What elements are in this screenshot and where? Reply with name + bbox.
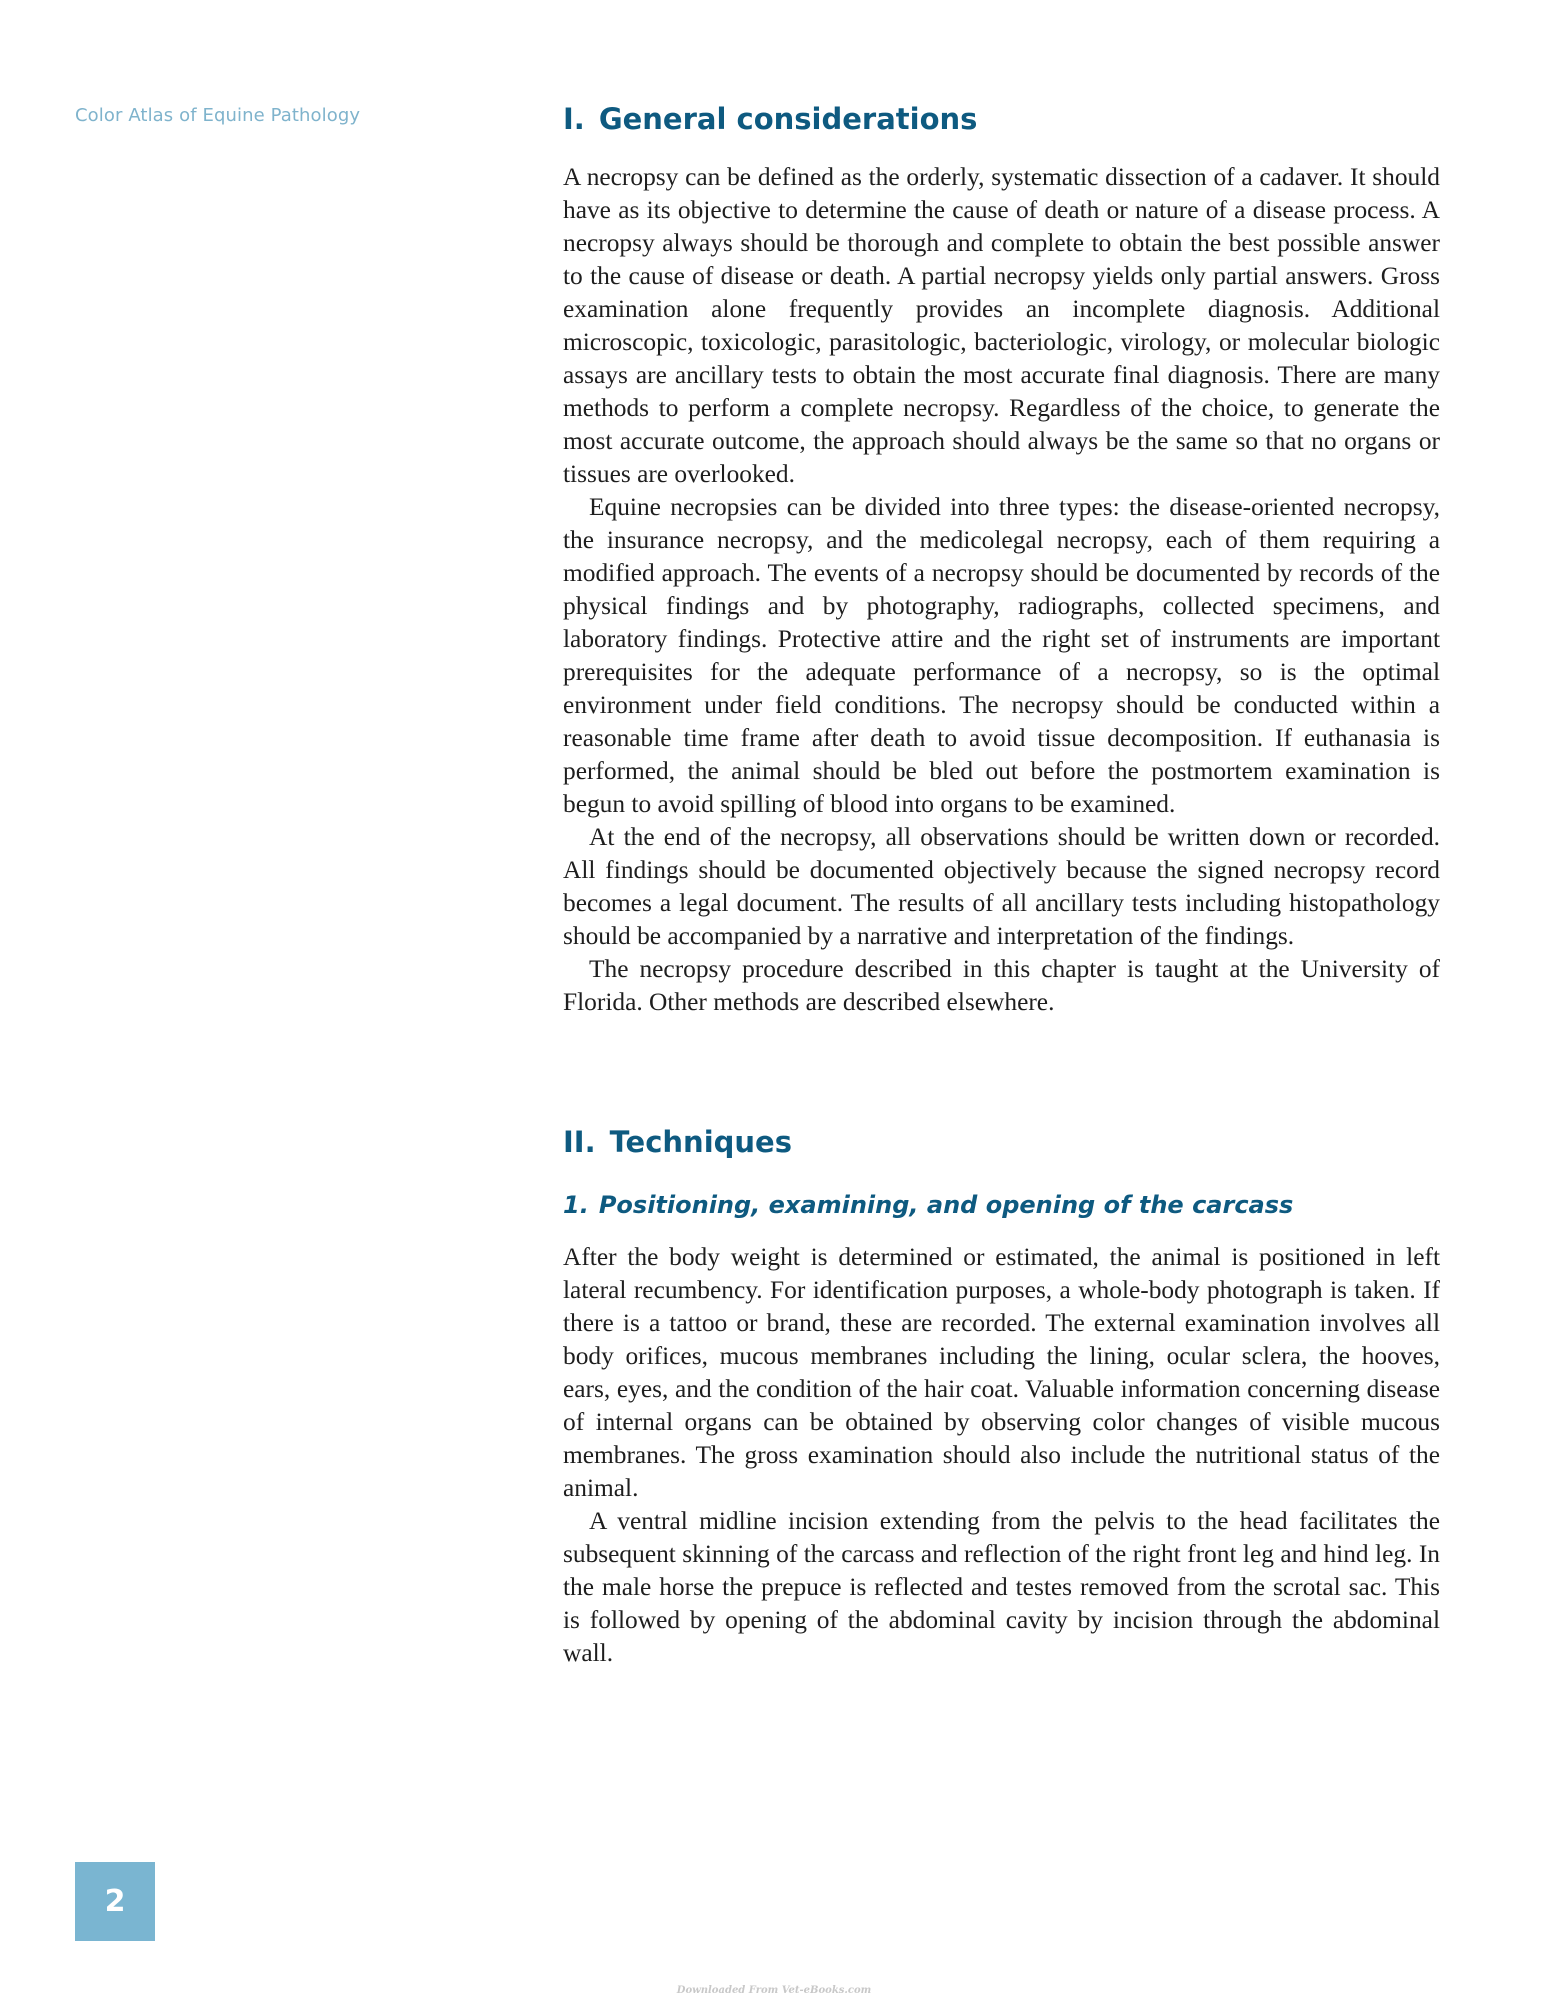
subsection-heading-positioning	[563, 1191, 1440, 1220]
section-number: I.	[563, 102, 585, 136]
subsection-title: Positioning, examining, and opening of the carcass	[598, 1190, 1294, 1219]
page-number: 2	[104, 1884, 126, 1919]
footer-watermark: Downloaded From Vet-eBooks.com	[676, 1985, 872, 1996]
body-paragraph: At the end of the necropsy, all observations should be written down or recorded. All findings should be documented objectively because the signed necropsy record becomes a legal document. The results of all ancillary tests including histopathology should be accompanied by a narrative and interpretation of the findings.	[563, 822, 1440, 950]
body-paragraph: After the body weight is determined or estimated, the animal is positioned in left lateral recumbency. For identification purposes, a whole-body photograph is taken. If there is a tattoo or brand, these are recorded. The external examination involves all body orifices, mucous membranes including the lining, ocular sclera, the hooves, ears, eyes, and the condition of the hair coat. Valuable information concerning disease of internal organs can be obtained by observing color changes of visible mucous membranes. The gross examination should also include the nutritional status of the animal.	[563, 1243, 1440, 1503]
section-title: General considerations	[598, 102, 978, 136]
main-content	[563, 102, 1440, 1670]
body-paragraph: The necropsy procedure described in this chapter is taught at the University of Florida. Other methods are described elsewhere.	[563, 954, 1440, 1016]
running-header: Color Atlas of Equine Pathology	[75, 105, 361, 126]
body-paragraph: A ventral midline incision extending from the pelvis to the head facilitates the subsequent skinning of the carcass and reflection of the right front leg and hind leg. In the male horse the prepuce is reflected and testes removed from the scrotal sac. This is followed by opening of the abdominal cavity by incision through the abdominal wall.	[563, 1507, 1440, 1668]
section-heading-techniques	[563, 1125, 1440, 1160]
page-number-box	[75, 1862, 155, 1941]
body-paragraph: A necropsy can be defined as the orderly, systematic dissection of a cadaver. It should have as its objective to determine the cause of death or nature of a disease process. A necropsy always should be thorough and complete to obtain the best possible answer to the cause of disease or death. A partial necropsy yields only partial answers. Gross examination alone frequently provides an incomplete diagnosis. Additional microscopic, toxicologic, parasitologic, bacteriologic, virology, or molecular biologic assays are ancillary tests to obtain the most accurate final diagnosis. There are many methods to perform a complete necropsy. Regardless of the choice, to generate the most accurate outcome, the approach should always be the same so that no organs or tissues are overlooked.	[563, 162, 1440, 488]
section-number: II.	[563, 1124, 596, 1159]
subsection-number: 1.	[563, 1190, 589, 1219]
section-heading-general-considerations	[563, 102, 1440, 137]
body-paragraph: Equine necropsies can be divided into three types: the disease-oriented necropsy, the insurance necropsy, and the medicolegal necropsy, each of them requiring a modified approach. The events of a necropsy should be documented by records of the physical findings and by photography, radiographs, collected specimens, and laboratory findings. Protective attire and the right set of instruments are important prerequisites for the adequate performance of a necropsy, so is the optimal environment under field conditions. The necropsy should be conducted within a reasonable time frame after death to avoid tissue decomposition. If euthanasia is performed, the animal should be bled out before the postmortem examination is begun to avoid spilling of blood into organs to be examined.	[563, 492, 1440, 818]
section-title: Techniques	[609, 1124, 792, 1159]
